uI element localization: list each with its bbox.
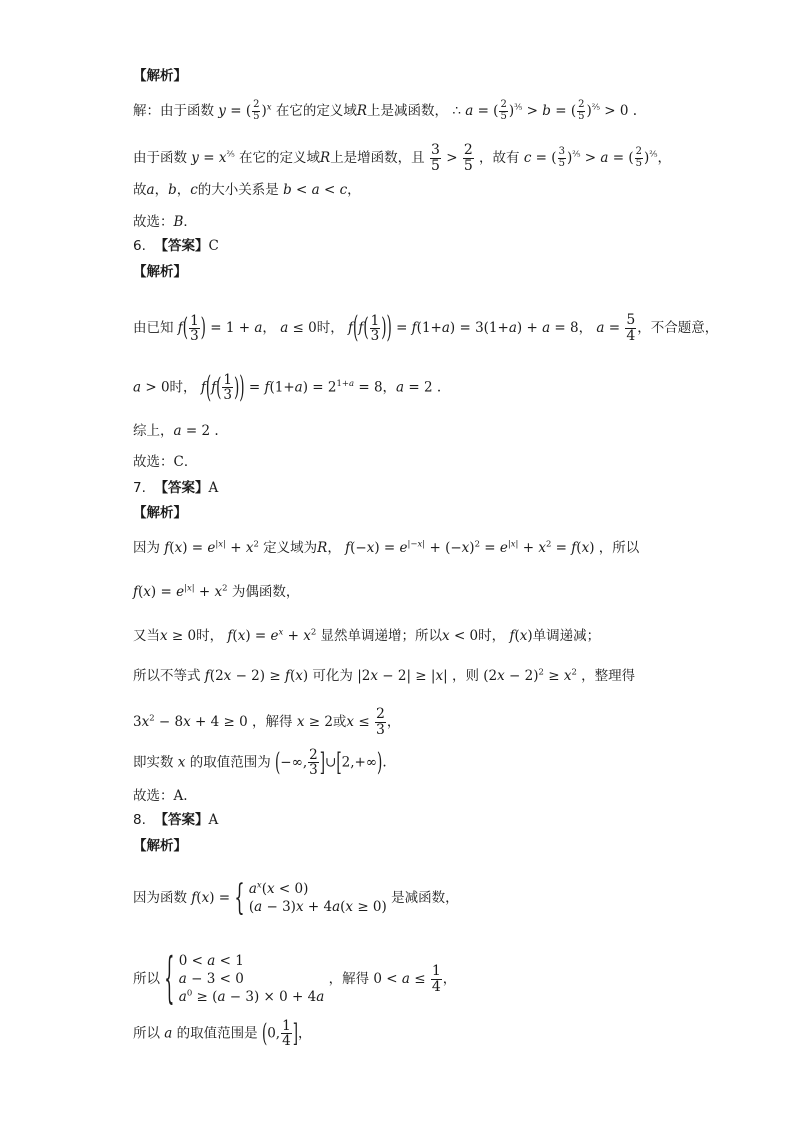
q6-line-1: 由已知 f( $\frac{1}{3}$ ) = 1 + a， a ≤ 0时， f(f( $\frac{1}{3}$ )) = f(1+a) = 3(1+a) + a = 8， a = $\frac{5}{4}$ ，不合题意， [133,310,719,346]
q7-conclusion: 故选：A. [133,788,188,804]
q5-line-2: 由于函数 $y = x^{\frac{2}{5}}$ 在它的定义域R上是增函数，且 $\frac{3}{5}$ > $\frac{2}{5}$ ，故有 c = ( $\frac{3}{5}$ )$^{\frac{2}{5}}$ > a = ( $\frac{2}{5}$ )$^{\frac{2}{5}}$， [133,142,672,174]
q5-conclusion: 故选：B． [133,214,197,230]
analysis-heading-5: 【解析】 [133,68,187,84]
q7-line-1: 因为 $f(x) = e^{|x|} + x^2$ 定义域为R， $f(-x) = e^{|-x|} + (-x)^2 = e^{|x|} + x^2 = f(x)$ ，所以 [133,539,640,556]
formula: y [218,103,226,119]
q5-line-3: 故a，b，c的大小关系是 b < a < c， [133,182,361,198]
q7-line-4: 所以不等式 f(2x − 2) ≥ f(x) 可化为 |2x − 2| ≥ |x| ，则 $(2x - 2)^2 \ge x^2$ ，整理得 [133,667,636,684]
q7-line-2: $f(x) = e^{|x|} + x^2$ 为偶函数， [133,583,300,600]
q5-line-1: 解：由于函数 y = ( $\frac{2}{5}$ )$^x$ 在它的定义域R上是减函数， ∴ a = ( $\frac{2}{5}$ )$^{\frac{3}{5}}$ > b = ( $\frac{2}{5}$ )$^{\frac{2}{5}}$ > 0 . [133,99,638,122]
analysis-heading-6: 【解析】 [133,264,187,280]
q8-line-1: 因为函数 f(x) = { $a^x(x < 0)$ (a − 3)x + 4a(x ≥ 0) 是减函数， [133,876,459,918]
analysis-heading-8: 【解析】 [133,838,187,854]
analysis-heading-7: 【解析】 [133,505,187,521]
q6-answer: 6. 【答案】C [133,238,219,254]
q7-answer: 7. 【答案】A [133,480,219,496]
q6-line-2: a > 0时， f(f( $\frac{1}{3}$ )) = $f(1+a) = 2^{1+a} = 8$，a = 2 . [133,370,442,406]
q8-line-3: 所以 a 的取值范围是 (0, $\frac{1}{4}$ ]， [133,1018,312,1050]
q8-line-2: 所以 { 0 < a < 1 a − 3 < 0 $a^0 \ge (a - 3) \times 0 + 4a$ ，解得 0 < a ≤ $\frac{1}{4}$ ， [133,945,457,1010]
q6-line-3: 综上，a = 2 . [133,423,219,439]
q7-line-3: 又当x ≥ 0时， $f(x) = e^x + x^2$ 显然单调递增；所以x < 0时， f(x)单调递减； [133,627,601,644]
q6-conclusion: 故选：C． [133,454,198,470]
q8-answer: 8. 【答案】A [133,812,219,828]
q7-line-5: $3x^2 - 8x + 4 \ge 0$ ，解得 x ≥ 2或x ≤ $\frac{2}{3}$ ， [133,706,401,738]
q7-line-6: 即实数 x 的取值范围为 (−∞, $\frac{2}{3}$ ]∪[2,+∞). [133,747,387,779]
